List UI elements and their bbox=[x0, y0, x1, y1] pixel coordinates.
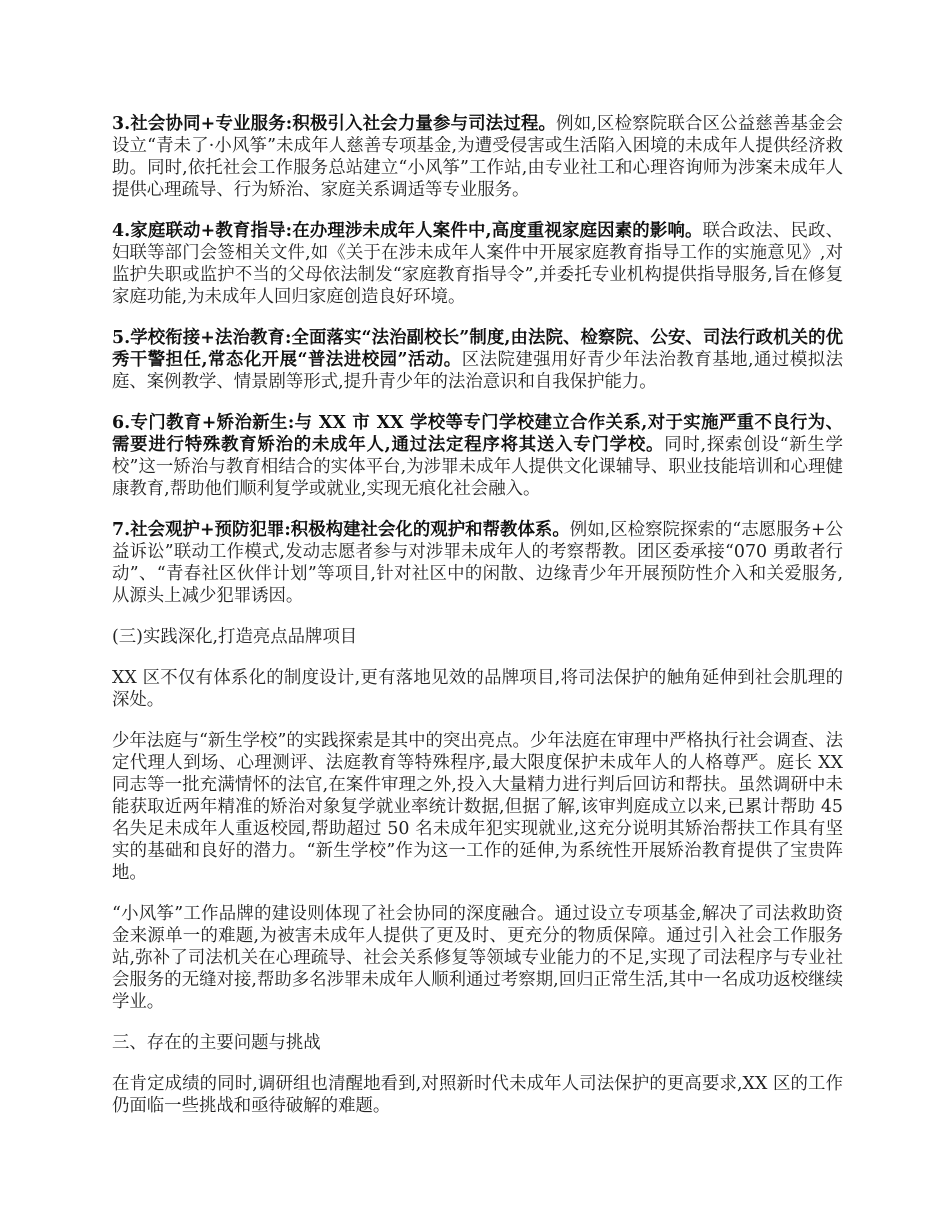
paragraph-family-linkage bbox=[112, 220, 843, 308]
paragraph-challenges-intro: 在肯定成绩的同时,调研组也清醒地看到,对照新时代未成年人司法保护的更高要求,XX 区的工作仍面临一些挑战和亟待破解的难题。 bbox=[112, 1074, 843, 1116]
paragraph-brand-intro: XX 区不仅有体系化的制度设计,更有落地见效的品牌项目,将司法保护的触角延伸到社会肌理的深处。 bbox=[112, 668, 843, 710]
paragraph-body: 区法院建强用好青少年法治教育基地,通过模拟法庭、案例教学、情景剧等形式,提升青少年的法治意识和自我保护能力。 bbox=[112, 350, 844, 392]
paragraph-body: 例如,区检察院联合区公益慈善基金会设立“青未了·小风筝”未成年人慈善专项基金,为遭受侵害或生活陷入困境的未成年人提供经济救助。同时,依托社会工作服务总站建立“小风筝”工作站,由专业社工和心理咨询师为涉案未成年人提供心理疏导、行为矫治、家庭关系调适等专业服务。 bbox=[112, 114, 843, 200]
paragraph-school-connection bbox=[112, 327, 843, 393]
paragraph-lead: 7.社会观护+预防犯罪:积极构建社会化的观护和帮教体系。 bbox=[112, 520, 570, 540]
paragraph-body: 例如,区检察院探索的“志愿服务+公益诉讼”联动工作模式,发动志愿者参与对涉罪未成年人的考察帮教。团区委承接“070 勇敢者行动”、“青春社区伙伴计划”等项目,针对社区中的闲散、边缘青少年开展预防性介入和关爱服务,从源头上减少犯罪诱因。 bbox=[112, 520, 843, 606]
paragraph-lead: 3.社会协同+专业服务:积极引入社会力量参与司法过程。 bbox=[112, 114, 557, 134]
paragraph-social-coordination bbox=[112, 113, 843, 201]
paragraph-body: 联合政法、民政、妇联等部门会签相关文件,如《关于在涉未成年人案件中开展家庭教育指导工作的实施意见》,对监护失职或监护不当的父母依法制发“家庭教育指导令”,并委托专业机构提供指导服务,旨在修复家庭功能,为未成年人回归家庭创造良好环境。 bbox=[112, 221, 843, 307]
section-heading: 三、存在的主要问题与挑战 bbox=[112, 1033, 321, 1053]
paragraph-lead: 4.家庭联动+教育指导:在办理涉未成年人案件中,高度重视家庭因素的影响。 bbox=[112, 221, 703, 241]
paragraph-lead: 5.学校衔接+法治教育:全面落实“法治副校长”制度,由法院、检察院、公安、司法行政机关的优秀干警担任,常态化开展“普法进校园”活动。 bbox=[112, 328, 843, 370]
paragraph-kite-brand: “小风筝”工作品牌的建设则体现了社会协同的深度融合。通过设立专项基金,解决了司法救助资金来源单一的难题,为被害未成年人提供了更及时、更充分的物质保障。通过引入社会工作服务站,弥补了司法机关在心理疏导、社会关系修复等领域专业能力的不足,实现了司法程序与专业社会服务的无缝对接,帮助多名涉罪未成年人顺利通过考察期,回归正常生活,其中一名成功返校继续学业。 bbox=[112, 904, 843, 1012]
paragraph-body: 同时,探索创设“新生学校”这一矫治与教育相结合的实体平台,为涉罪未成年人提供文化课辅导、职业技能培训和心理健康教育,帮助他们顺利复学或就业,实现无痕化社会融入。 bbox=[112, 435, 843, 499]
paragraph-social-supervision bbox=[112, 519, 843, 607]
subsection-heading: (三)实践深化,打造亮点品牌项目 bbox=[112, 627, 358, 647]
document-page bbox=[112, 113, 843, 1136]
paragraph-lead: 6.专门教育+矫治新生:与 XX 市 XX 学校等专门学校建立合作关系,对于实施严重不良行为、需要进行特殊教育矫治的未成年人,通过法定程序将其送入专门学校。 bbox=[112, 413, 843, 455]
paragraph-special-education bbox=[112, 412, 843, 500]
paragraph-juvenile-court: 少年法庭与“新生学校”的实践探索是其中的突出亮点。少年法庭在审理中严格执行社会调查、法定代理人到场、心理测评、法庭教育等特殊程序,最大限度保护未成年人的人格尊严。庭长 XX 同志等一批充满情怀的法官,在案件审理之外,投入大量精力进行判后回访和帮扶。虽然调研中未能获取近两年精准的矫治对象复学就业率统计数据,但据了解,该审判庭成立以来,已累计帮助 45 名失足未成年人重返校园,帮助超过 50 名未成年犯实现就业,这充分说明其矫治帮扶工作具有坚实的基础和良好的潜力。“新生学校”作为这一工作的延伸,为系统性开展矫治教育提供了宝贵阵地。 bbox=[112, 731, 843, 883]
